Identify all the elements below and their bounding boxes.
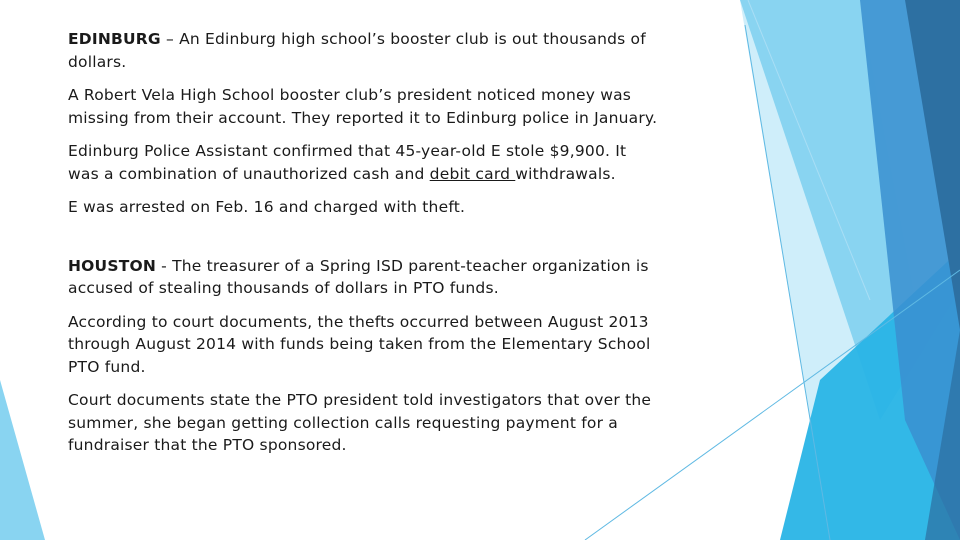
story1-paragraph-4: E was arrested on Feb. 16 and charged with theft.: [68, 198, 466, 216]
story2-paragraph-3: Court documents state the PTO president told investigators that over the summer, she began getting collection calls requesting payment for a fundraiser that the PTO sponsored.: [68, 391, 652, 454]
story2-paragraph-2: According to court documents, the thefts occurred between August 2013 through August 2014 with funds being taken from the Elementary School PTO fund.: [68, 312, 651, 376]
slide-text-body: [68, 28, 658, 468]
story2-lead-paragraph: [68, 255, 658, 300]
story1-dateline: EDINBURG: [68, 30, 161, 48]
story1-p3-before: Edinburg Police Assistant confirmed that 45-year-old E stole $9,900. It was a combination of unauthorized cash and: [68, 142, 627, 183]
story1-paragraph-3: [68, 140, 658, 185]
story1-lead-text: – An Edinburg high school’s booster club is out thousands of dollars.: [68, 30, 646, 71]
debit-card-link[interactable]: debit card: [429, 164, 516, 183]
story1-paragraph-2: A Robert Vela High School booster club’s president noticed money was missing from their account. They reported it to Edinburg police in January.: [68, 86, 658, 127]
left-accent-triangle: [0, 380, 45, 540]
story1-lead-paragraph: [68, 28, 658, 73]
story1-p3-after: withdrawals.: [515, 164, 616, 183]
story2-dateline: HOUSTON: [68, 256, 157, 275]
story2-lead-text: - The treasurer of a Spring ISD parent-teacher organization is accused of stealing thousands of dollars in PTO funds.: [68, 256, 649, 297]
